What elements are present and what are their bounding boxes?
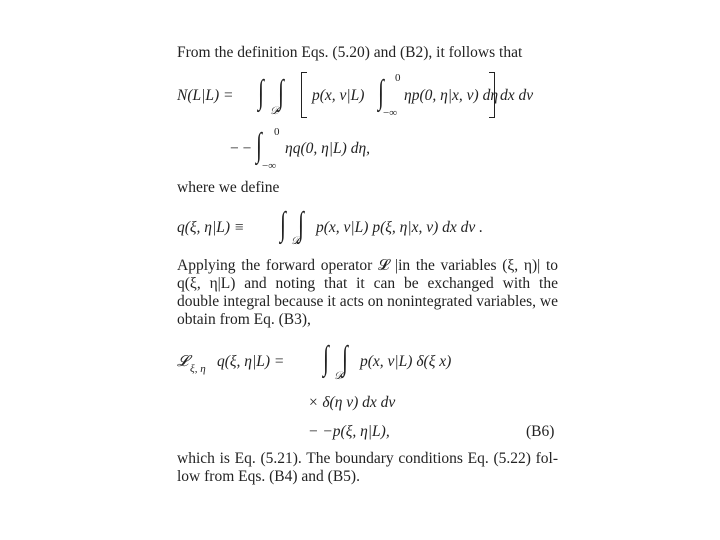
- eq2-double-integral-second: ∫: [298, 206, 304, 243]
- eq1-line2-integrand: ηq(0, η|L) dη,: [285, 140, 371, 157]
- eq1-lhs: N(L|L) =: [177, 87, 234, 104]
- eq1-integrand-b: ηp(0, η|x, v) dη: [404, 87, 499, 104]
- eq3-domain: 𝒟: [334, 370, 343, 382]
- eq1-line2-integral: ∫: [256, 127, 262, 164]
- paragraph-definition: From the definition Eqs. (5.20) and (B2), it follows that: [177, 44, 523, 61]
- eq1-right-bracket: [489, 72, 495, 118]
- eq1-domain: 𝒟: [270, 105, 279, 117]
- paragraph-where-we-define: where we define: [177, 179, 280, 196]
- paragraph-applying-line4: obtain from Eq. (B3),: [177, 311, 311, 328]
- eq1-inner-integral: ∫: [378, 74, 384, 111]
- eq3-operator: 𝓛: [177, 353, 189, 370]
- paragraph-applying-line3: double integral because it acts on nonintegrated variables, we: [177, 293, 558, 310]
- eq1-left-bracket: [301, 72, 307, 118]
- eq1-differentials: dx dv: [500, 87, 534, 104]
- paragraph-which-is-line1: which is Eq. (5.21). The boundary conditions Eq. (5.22) fol-: [177, 450, 558, 467]
- eq1-upper-limit: 0: [395, 72, 401, 84]
- eq2-integrand: p(x, v|L) p(ξ, η|x, v) dx dv .: [316, 219, 484, 236]
- eq3-label: (B6): [526, 423, 555, 440]
- eq2-double-integral: ∫: [280, 206, 286, 243]
- paragraph-applying-line1: Applying the forward operator 𝓛 |in the variables (ξ, η)| to: [177, 257, 558, 274]
- eq1-line2-lower-limit: −∞: [262, 160, 277, 172]
- eq1-double-integral-second: ∫: [278, 74, 284, 111]
- eq1-integrand-a: p(x, v|L): [312, 87, 365, 104]
- eq2-domain: 𝒟: [291, 235, 300, 247]
- paragraph-applying-line2: q(ξ, η|L) and noting that it can be exchanged with the: [177, 275, 558, 292]
- eq3-lhs-rest: q(ξ, η|L) =: [217, 353, 285, 370]
- eq1-double-integral: ∫: [258, 74, 264, 111]
- eq1-line2-upper-limit: 0: [274, 126, 280, 138]
- eq3-double-integral: ∫: [323, 340, 329, 377]
- eq1-line2-prefix: − −: [230, 140, 252, 157]
- paragraph-which-is-line2: low from Eqs. (B4) and (B5).: [177, 468, 360, 485]
- eq1-lower-limit: −∞: [383, 107, 398, 119]
- eq3-integrand: p(x, v|L) δ(ξ x): [360, 353, 452, 370]
- eq3-operator-subscript: ξ, η: [190, 363, 206, 375]
- eq2-lhs: q(ξ, η|L) ≡: [177, 219, 245, 236]
- eq3-line2: × δ(η v) dx dv: [308, 394, 396, 411]
- eq3-line3: − −p(ξ, η|L),: [308, 423, 390, 440]
- eq3-double-integral-second: ∫: [342, 340, 348, 377]
